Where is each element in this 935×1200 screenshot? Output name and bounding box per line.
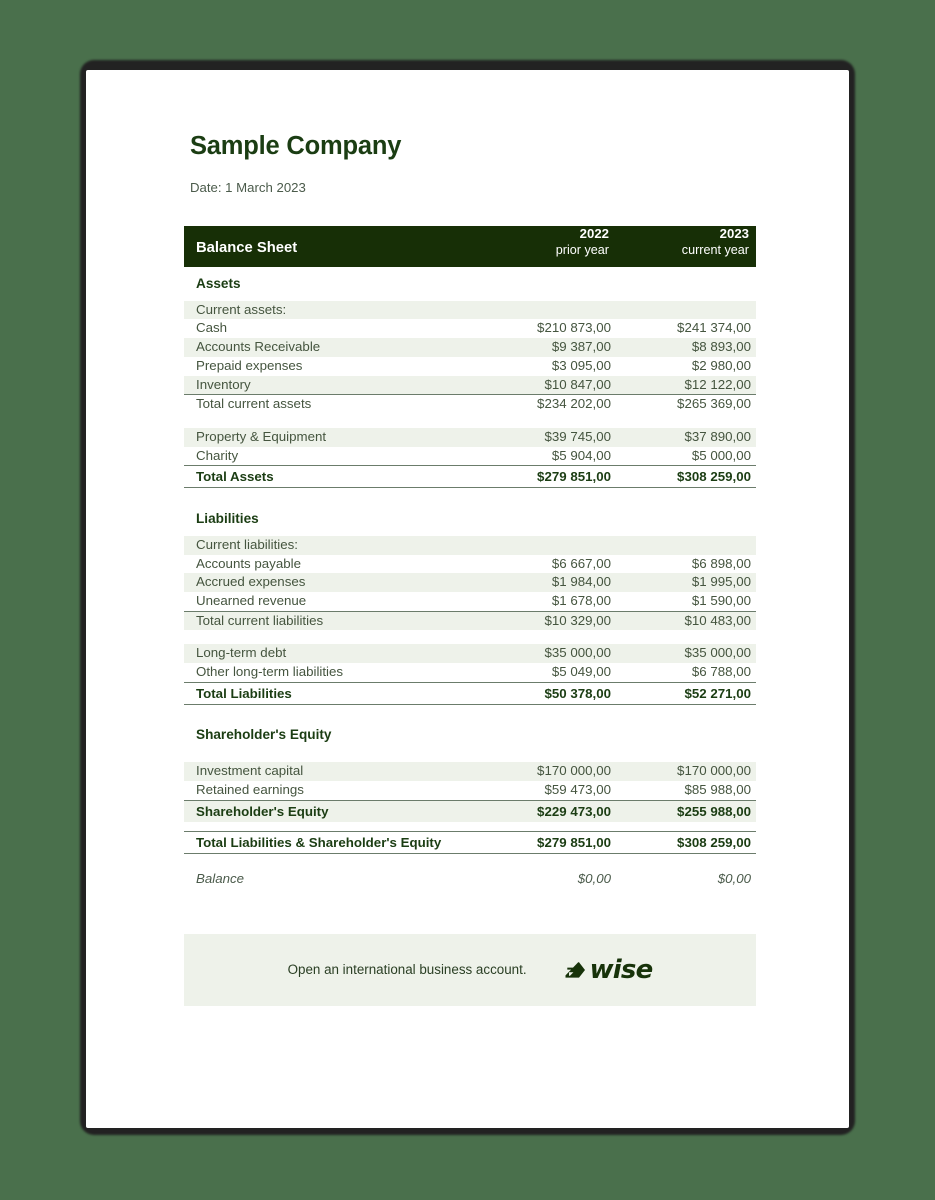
row-spacer: [184, 630, 756, 644]
row-label: Other long-term liabilities: [184, 663, 476, 682]
row-value-current: $241 374,00: [616, 319, 756, 338]
row-value-current: $35 000,00: [616, 644, 756, 663]
row-value-prior: $0,00: [476, 868, 616, 890]
row-spacer: [184, 854, 756, 868]
row-value-current: $265 369,00: [616, 395, 756, 414]
total-row-equity: [184, 800, 756, 822]
section-heading-equity: [184, 718, 756, 752]
subtotal-row-current-assets: [184, 395, 756, 414]
row-label: Balance: [184, 868, 476, 890]
section-heading-assets-label: Assets: [184, 267, 476, 301]
table-row: [184, 573, 756, 592]
row-value-prior: $279 851,00: [476, 466, 616, 488]
section-heading-assets: [184, 267, 756, 301]
total-row-assets: [184, 466, 756, 488]
row-value-current: $52 271,00: [616, 682, 756, 704]
table-row: [184, 762, 756, 781]
banner-title-cell: [184, 226, 476, 267]
row-label: Accounts payable: [184, 555, 476, 574]
row-value-prior: $170 000,00: [476, 762, 616, 781]
row-spacer: [184, 704, 756, 718]
row-value-prior: $6 667,00: [476, 555, 616, 574]
row-label: Investment capital: [184, 762, 476, 781]
prior-year-value: 2022: [579, 226, 609, 241]
footer-promo-banner: [184, 934, 756, 1006]
row-value-prior: $59 473,00: [476, 781, 616, 800]
row-value-prior: $279 851,00: [476, 832, 616, 854]
row-value-current: $0,00: [616, 868, 756, 890]
row-value-prior: $1 678,00: [476, 592, 616, 611]
balance-check-row: [184, 868, 756, 890]
current-year-value: 2023: [719, 226, 749, 241]
table-row: [184, 357, 756, 376]
row-value-prior: $5 904,00: [476, 447, 616, 466]
row-value-prior: $234 202,00: [476, 395, 616, 414]
row-value-current: $1 590,00: [616, 592, 756, 611]
row-label: Total Liabilities & Shareholder's Equity: [184, 832, 476, 854]
row-value-current: $170 000,00: [616, 762, 756, 781]
row-value-current: $10 483,00: [616, 611, 756, 630]
document-date: Date: 1 March 2023: [190, 180, 306, 195]
section-heading-equity-label: Shareholder's Equity: [184, 718, 476, 752]
row-value-current: $308 259,00: [616, 832, 756, 854]
table-row: [184, 663, 756, 682]
table-row: [184, 319, 756, 338]
table-row: [184, 555, 756, 574]
prior-year-caption: prior year: [555, 242, 609, 257]
footer-promo-text: Open an international business account.: [287, 962, 527, 978]
balance-sheet-page: [86, 70, 849, 1128]
table-row: [184, 781, 756, 800]
row-value-prior: $10 847,00: [476, 376, 616, 395]
total-row-liabilities-and-equity: [184, 832, 756, 854]
sheet-title: Balance Sheet: [196, 240, 298, 256]
total-row-liabilities: [184, 682, 756, 704]
wise-wordmark: wise: [589, 954, 653, 985]
row-value-current: $37 890,00: [616, 428, 756, 447]
row-spacer: [184, 822, 756, 832]
row-spacer: [184, 414, 756, 428]
row-value-current: $6 788,00: [616, 663, 756, 682]
row-label: Accounts Receivable: [184, 338, 476, 357]
document-page-container: [80, 60, 855, 1135]
table-row: [184, 338, 756, 357]
row-label: Total current assets: [184, 395, 476, 414]
row-value-prior: $10 329,00: [476, 611, 616, 630]
table-row: [184, 536, 756, 555]
row-label: Long-term debt: [184, 644, 476, 663]
page-title: Sample Company: [190, 132, 402, 160]
row-label: Charity: [184, 447, 476, 466]
column-header-current-year: [616, 226, 756, 267]
row-value-current: $1 995,00: [616, 573, 756, 592]
row-label: Inventory: [184, 376, 476, 395]
row-label: Shareholder's Equity: [184, 800, 476, 822]
section-heading-liabilities-label: Liabilities: [184, 502, 476, 536]
row-value-prior: $229 473,00: [476, 800, 616, 822]
table-row: [184, 428, 756, 447]
row-label: Property & Equipment: [184, 428, 476, 447]
row-value-prior: $3 095,00: [476, 357, 616, 376]
row-spacer: [184, 752, 756, 762]
table-row: [184, 301, 756, 320]
row-value-current: $308 259,00: [616, 466, 756, 488]
table-row: [184, 376, 756, 395]
wise-logo[interactable]: [563, 955, 653, 985]
row-value-current: $5 000,00: [616, 447, 756, 466]
row-value-current: $12 122,00: [616, 376, 756, 395]
row-value-current: $2 980,00: [616, 357, 756, 376]
row-value-current: $85 988,00: [616, 781, 756, 800]
row-value-prior: $210 873,00: [476, 319, 616, 338]
row-value-prior: $9 387,00: [476, 338, 616, 357]
row-value-current: $255 988,00: [616, 800, 756, 822]
row-value-prior: $50 378,00: [476, 682, 616, 704]
row-label: Current assets:: [184, 301, 476, 320]
wise-arrow-mark-icon: [563, 958, 587, 982]
table-header-banner: [184, 226, 756, 267]
column-header-prior-year: [476, 226, 616, 267]
row-spacer: [184, 488, 756, 502]
row-value-prior: $5 049,00: [476, 663, 616, 682]
row-value-current: $8 893,00: [616, 338, 756, 357]
row-value-prior: $35 000,00: [476, 644, 616, 663]
row-label: Unearned revenue: [184, 592, 476, 611]
balance-sheet-table: [184, 226, 756, 890]
table-row: [184, 447, 756, 466]
section-heading-liabilities: [184, 502, 756, 536]
row-label: Total Liabilities: [184, 682, 476, 704]
row-label: Total current liabilities: [184, 611, 476, 630]
current-year-caption: current year: [681, 242, 749, 257]
table-row: [184, 644, 756, 663]
row-value-prior: $39 745,00: [476, 428, 616, 447]
row-label: Total Assets: [184, 466, 476, 488]
row-label: Retained earnings: [184, 781, 476, 800]
row-label: Current liabilities:: [184, 536, 476, 555]
row-label: Accrued expenses: [184, 573, 476, 592]
row-value-prior: $1 984,00: [476, 573, 616, 592]
table-row: [184, 592, 756, 611]
row-label: Prepaid expenses: [184, 357, 476, 376]
row-label: Cash: [184, 319, 476, 338]
subtotal-row-current-liabilities: [184, 611, 756, 630]
row-value-current: $6 898,00: [616, 555, 756, 574]
